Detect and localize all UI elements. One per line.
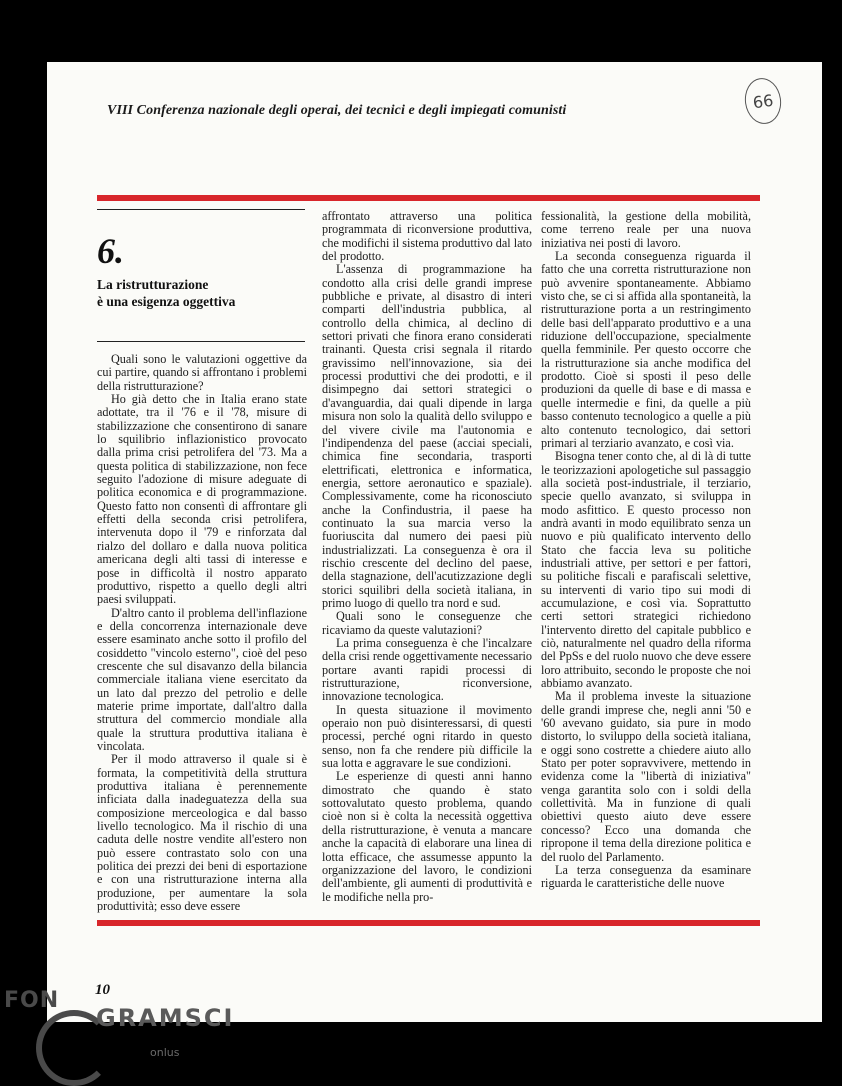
paragraph: Quali sono le conseguenze che ricaviamo da queste valutazioni?: [322, 609, 532, 637]
paragraph: fessionalità, la gestione della mobilità, come terreno reale per una nuova iniziativa nei posti di lavoro.: [541, 209, 751, 250]
watermark-fon: FON: [4, 988, 60, 1013]
paragraph: La terza conseguenza da esaminare riguarda le caratteristiche delle nuove: [541, 862, 751, 891]
section-rule-bottom: [97, 341, 305, 342]
paragraph: Le esperienze di questi anni hanno dimostrato che quando è stato sottovalutato questo problema, quando cioè non si è colta la necessità oggettiva della ristrutturazione, è venuta a mancare anche la capacità di elaborare una linea di lotta efficace, che assumesse appunto la organizzazione del lavoro, le condizioni dell'ambiente, gli aumenti di produttività e le modifiche nella pro-: [322, 769, 532, 904]
top-red-rule: [97, 195, 760, 201]
page-folio: 10: [95, 982, 110, 998]
paragraph: La seconda conseguenza riguarda il fatto che una corretta ristrutturazione non può avvenire spontaneamente. Abbiamo visto che, se ci si affida alla spontaneità, la ristrutturazione porta a un restringimento delle basi dell'apparato produttivo e a una riduzione dell'occupazione, specialmente quella femminile. Per questo occorre che la ristrutturazione sia anche modifica del prodotto. Cioè si sposti il peso delle produzioni da quelle di base e di massa e quelle intermedie e fini, da quelle a più basso contenuto tecnologico a quelle a più alto contenuto tecnologico, dai settori primari al terziario avanzato, e così via.: [541, 249, 751, 450]
section-title-line-2: è una esigenza oggettiva: [97, 294, 236, 309]
section-rule-top: [97, 209, 305, 210]
paragraph: Bisogna tener conto che, al di là di tutte le teorizzazioni apologetiche sul passaggio alla società post-industriale, il terziario, specie quello avanzato, si sviluppa in modo asfittico. E questo processo non andrà avanti in modo equilibrato senza un nuovo e più qualificato intervento dello Stato che faccia leva su politiche industriali attive, per settori e per fattori, su politiche fiscali e parafiscali selettive, su interventi di vario tipo sui modi di accumulazione, e così via. Soprattutto certi settori strategici richiedono l'intervento diretto del capitale pubblico e ciò, naturalmente nel quadro della riforma del PpSs e del ruolo nuovo che deve essere loro attribuito, secondo le proposte che noi abbiamo avanzato.: [541, 449, 751, 691]
running-header: VIII Conferenza nazionale degli operai, dei tecnici e degli impiegati comunisti: [107, 103, 567, 118]
paragraph: Ma il problema investe la situazione delle grandi imprese che, negli anni '50 e '60 avevano guidato, sia pure in modo distorto, lo sviluppo della società italiana, e oggi sono costrette a chiedere aiuto allo Stato per poter sopravvivere, mettendo in evidenza come la "libertà di iniziativa" venga garantita solo con i soldi della collettività. Ma in funzione di quali obiettivi questo aiuto deve essere concesso? Ecco una domanda che ripropone il tema della direzione politica e del ruolo del Parlamento.: [541, 689, 751, 864]
section-number: 6.: [97, 231, 124, 271]
text-column-3: [541, 210, 751, 891]
section-title: [97, 276, 235, 310]
watermark-gramsci: GRAMSCI: [96, 1004, 235, 1032]
paragraph: affrontato attraverso una politica programmata di riconversione produttiva, che modifichi il sistema produttivo dal lato del prodotto.: [322, 209, 532, 264]
paragraph: Quali sono le valutazioni oggettive da cui partire, quando si affrontano i problemi della ristrutturazione?: [97, 352, 307, 393]
section-title-line-1: La ristrutturazione: [97, 277, 209, 292]
archive-number-stamp: 66: [742, 76, 784, 127]
document-page: [47, 62, 822, 1022]
paragraph: Ho già detto che in Italia erano state adottate, tra il '76 e il '78, misure di stabilizzazione che consentirono di sanare lo squilibrio inflazionistico provocato dalla prima crisi petrolifera del '73. Ma a questa politica di stabilizzazione, non fece seguito l'adozione di misure adeguate di politica economica e di programmazione. Questo fatto non consentì di affrontare gli effetti della seconda crisi petrolifera, intervenuta dopo il '79 e rinforzata dal rialzo del dollaro e dalla nuova politica americana degli alti tassi di interesse e pose in difficoltà il nostro apparato produttivo, rispetto a quello degli altri paesi sviluppati.: [97, 392, 307, 607]
paragraph: In questa situazione il movimento operaio non può disinteressarsi, di questi processi, perché ogni ritardo in questo senso, non fa che rendere più difficile la sua lotta e aggravare le sue condizioni.: [322, 702, 532, 771]
watermark-onlus: onlus: [150, 1046, 180, 1059]
paragraph: Per il modo attraverso il quale si è formata, la competitività della struttura produttiva italiana è perennemente inficiata dalla inadeguatezza della sua composizione merceologica e dal basso livello tecnologico. Ma il rischio di una caduta delle nostre vendite all'estero non può essere contrastato solo con una politica dei prezzi dei beni di esportazione e con una ristrutturazione interna alla produzione, per aumentare la sola produttività; esso deve essere: [97, 752, 307, 914]
paragraph: D'altro canto il problema dell'inflazione e della concorrenza internazionale deve essere esaminato anche sotto il profilo del cosiddetto "vincolo esterno", cioè del peso crescente che sul disavanzo della bilancia commerciale italiana viene esercitato da un lato dal prezzo del petrolio e delle materie prime importate, dall'altro dalla struttura del commercio mondiale alla quale la struttura produttiva italiana è vincolata.: [97, 605, 307, 753]
paragraph: L'assenza di programmazione ha condotto alla crisi delle grandi imprese pubbliche e private, al disastro di interi comparti dell'industria pubblica, al controllo della chimica, al declino di settori privati che finora erano considerati trainanti. Questa crisi segnala il ritardo gravissimo nell'innovazione, sia dei processi produttivi che dei prodotti, e il disimpegno dai settori strategici o d'avanguardia, dai quali dipende in larga misura non solo la qualità dello sviluppo e del vivere civile ma l'autonomia e l'indipendenza del paese (acciai speciali, chimica fine secondaria, trasporti elettrificati, elettronica e informatica, energia, settore aeronautico e spaziale). Complessivamente, come ha riconosciuto anche la Confindustria, il paese ha continuato la sua marcia verso la fuoriuscita dal numero dei paesi più industrializzati. La conseguenza è ora il rischio crescente del declino del paese, della stagnazione, dell'acutizzazione degli storici squilibri della società italiana, in primo luogo di quello tra nord e sud.: [322, 262, 532, 610]
bottom-red-rule: [97, 920, 760, 926]
paragraph: La prima conseguenza è che l'incalzare della crisi rende oggettivamente necessario portare avanti rapidi processi di ristrutturazione, riconversione, innovazione tecnologica.: [322, 636, 532, 704]
text-column-1: [97, 353, 307, 913]
text-column-2: [322, 210, 532, 904]
